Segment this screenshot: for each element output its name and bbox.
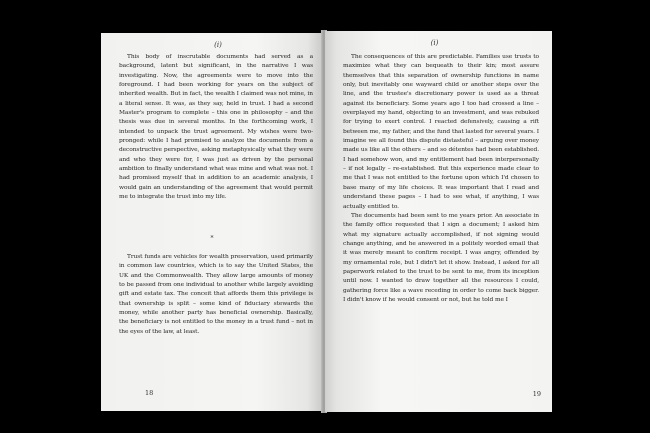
body-section-2 (119, 253, 313, 337)
right-page (325, 31, 552, 412)
page-number: 18 (145, 389, 154, 397)
paragraph: The consequences of this are predictable. Families use trusts to maximize what they can bequeath to their kin; most assure themselves that this separation of ownership functions in name only, but inevitably one wayward child or another steps over the line, and the trustee's discretionary power is used as a threat against its beneficiary. Some years ago I too had crossed a line – overplayed my hand, objecting to an investment, and was rebuked for trying to exert control. I reacted defensively, causing a rift between me, my father, and the fund that lasted for several years. I imagine we all found this dispute distasteful – arguing over money made us like all the others – and so détentes had been established. I had somehow won, and my entitlement had been interpersonally – if not legally – re-established. But this experience made clear to me that I was not entitled to the fortune upon which I'd chosen to base many of my life choices. It was important that I read and understand these pages – I had to see what, if anything, I was actually entitled to. (343, 54, 539, 210)
paragraph: This body of inscrutable documents had served as a background, latent but significant, in the narrative I was investigating. Now, the agreements were to move into the foreground. I had been working for years on the subject of inherited wealth. But in fact, the wealth I claimed was not mine, in a literal sense. It was, as they say, held in trust. I had a second Master's program to complete – this one in philosophy – and the thesis was due in several months. In the forthcoming work, I intended to unpack the trust agreement. My wishes were two-pronged: while I had promised to analyze the documents from a deconstructive perspective, asking metaphysically what they were and who they were for, I was just as driven by the personal ambition to finally understand what was mine and what was not. I had promised myself that in addition to an academic analysis, I would gain an understanding of the agreement that would permit me to integrate the trust into my life. (119, 54, 313, 201)
running-head: (i) (214, 41, 222, 49)
paragraph: The documents had been sent to me years prior. An associate in the family office requested that I sign a document; I asked him what my signature actually accomplished, if not signing would change anything, and he answered in a politely worded email that it was merely meant to confirm receipt. I was angry, offended by my ornamental role, but I didn't let it show. Instead, I asked for all paperwork related to the trust to be sent to me, from its inception until now. I wanted to draw together all the resources I could, gathering force like a wave receding in order to come back bigger. I didn't know if he would consent or not, but he told me I (343, 212, 539, 303)
running-head: (i) (430, 39, 439, 47)
section-divider: * (210, 235, 214, 242)
paragraph: Trust funds are vehicles for wealth preservation, used primarily in common law countries, which is to say the United States, the UK and the Commonwealth. They allow large amounts of money to be passed from one individual to another while largely avoiding gift and estate tax. The conceit that affords them this privilege is that ownership is split – some kind of fiduciary stewards the money, while another party has beneficial ownership. Basically, the beneficiary is not entitled to the money in a trust fund – not in the eyes of the law, at least. (119, 254, 313, 335)
page-number: 19 (532, 390, 541, 398)
body-text (343, 53, 539, 305)
left-page (101, 33, 323, 411)
body-section-1 (119, 53, 313, 203)
